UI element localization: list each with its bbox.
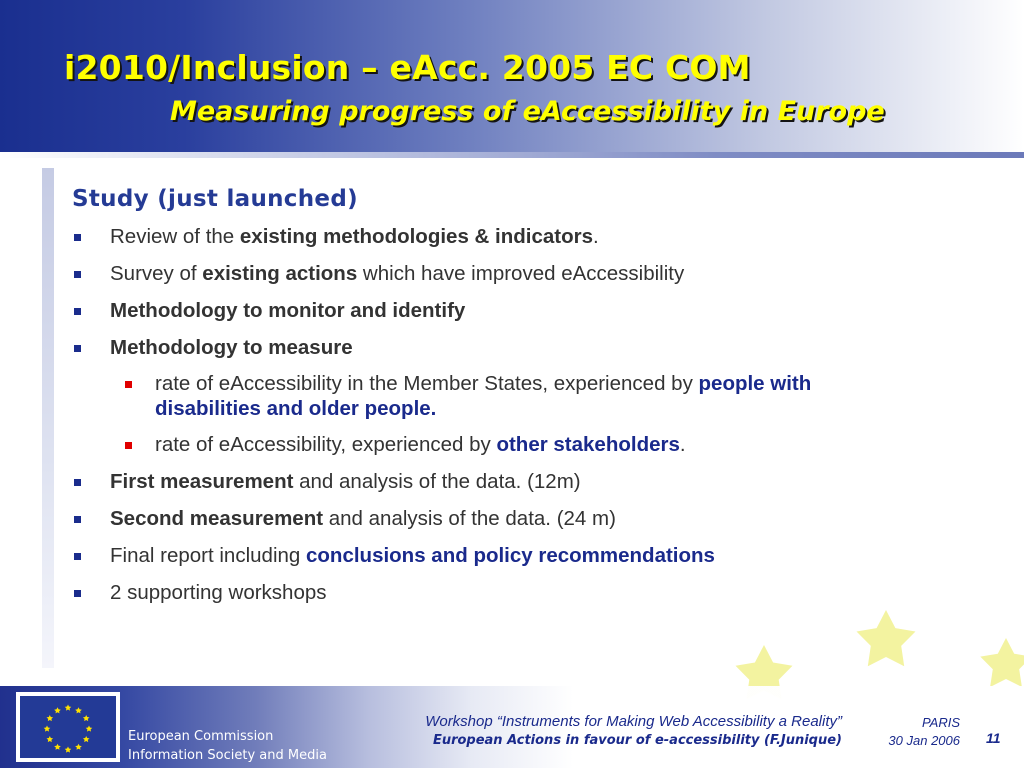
sub-bullet-item — [72, 371, 915, 421]
event-date: 30 Jan 2006 — [888, 733, 960, 748]
square-bullet-icon — [74, 271, 81, 278]
bullet-item — [72, 335, 972, 360]
org-department: Information Society and Media — [128, 748, 327, 763]
bullet-text-segment: Methodology to monitor and identify — [110, 299, 466, 322]
sub-bullet-item — [72, 432, 915, 457]
bullet-text-segment: conclusions and policy recommendations — [306, 544, 715, 567]
square-bullet-icon — [74, 553, 81, 560]
bullet-text-segment: other stakeholders — [496, 433, 680, 456]
star-icon — [980, 638, 1024, 687]
bullet-item — [72, 261, 972, 286]
bullet-text-segment: and analysis of the data. (24 m) — [323, 507, 616, 530]
eu-flag — [20, 696, 116, 758]
bullet-text-segment: people with disabilities and older people. — [155, 372, 812, 420]
bullet-text-segment: Review of the — [110, 225, 240, 248]
slide-subtitle: Measuring progress of eAccessibility in Europe — [170, 96, 885, 127]
eu-stars-icon — [20, 696, 116, 758]
bullet-text-segment: Methodology to measure — [110, 336, 353, 359]
bullet-text-segment: . — [679, 433, 686, 456]
bullet-text-segment: rate of eAccessibility in the Member States, experienced by — [155, 372, 699, 395]
eu-logo — [16, 692, 120, 762]
bullet-text-segment: existing actions — [202, 262, 358, 285]
bullet-text-segment: existing methodologies & indicators — [239, 225, 594, 248]
star-icon — [857, 610, 916, 666]
presentation-subtitle: European Actions in favour of e-accessibility (F.Junique) — [432, 733, 842, 748]
bullet-text-segment: rate of eAccessibility, experienced by — [155, 433, 497, 456]
bullet-text-segment: and analysis of the data. (12m) — [293, 470, 581, 493]
org-name: European Commission — [128, 729, 274, 744]
workshop-title: Workshop “Instruments for Making Web Accessibility a Reality” — [425, 713, 842, 730]
square-bullet-icon — [74, 308, 81, 315]
header-divider — [0, 152, 1024, 158]
red-square-bullet-icon — [125, 442, 132, 449]
header-banner — [0, 0, 1024, 152]
bullet-item — [72, 298, 972, 323]
left-accent-bar — [42, 168, 54, 668]
bullet-text-segment: which have improved eAccessibility — [357, 262, 685, 285]
bullet-text-segment: First measurement — [110, 470, 294, 493]
bullet-text-segment: . — [593, 225, 599, 248]
square-bullet-icon — [74, 345, 81, 352]
red-square-bullet-icon — [125, 381, 132, 388]
event-location: PARIS — [921, 715, 960, 730]
square-bullet-icon — [74, 590, 81, 597]
bullet-text-segment: Final report including — [110, 544, 306, 567]
slide-content — [72, 186, 972, 605]
square-bullet-icon — [74, 479, 81, 486]
bullet-text-segment: Second measurement — [110, 507, 324, 530]
bullet-text-segment: Survey of — [110, 262, 203, 285]
bullet-item — [72, 224, 972, 249]
page-number: 11 — [986, 730, 1001, 746]
bullet-item — [72, 469, 972, 494]
bullet-list — [72, 224, 972, 605]
bullet-item — [72, 506, 972, 531]
square-bullet-icon — [74, 516, 81, 523]
section-heading: Study (just launched) — [72, 186, 358, 212]
bullet-item — [72, 543, 972, 568]
slide-title: i2010/Inclusion – eAcc. 2005 EC COM — [64, 48, 751, 87]
square-bullet-icon — [74, 234, 81, 241]
bullet-text-segment: 2 supporting workshops — [110, 581, 327, 604]
